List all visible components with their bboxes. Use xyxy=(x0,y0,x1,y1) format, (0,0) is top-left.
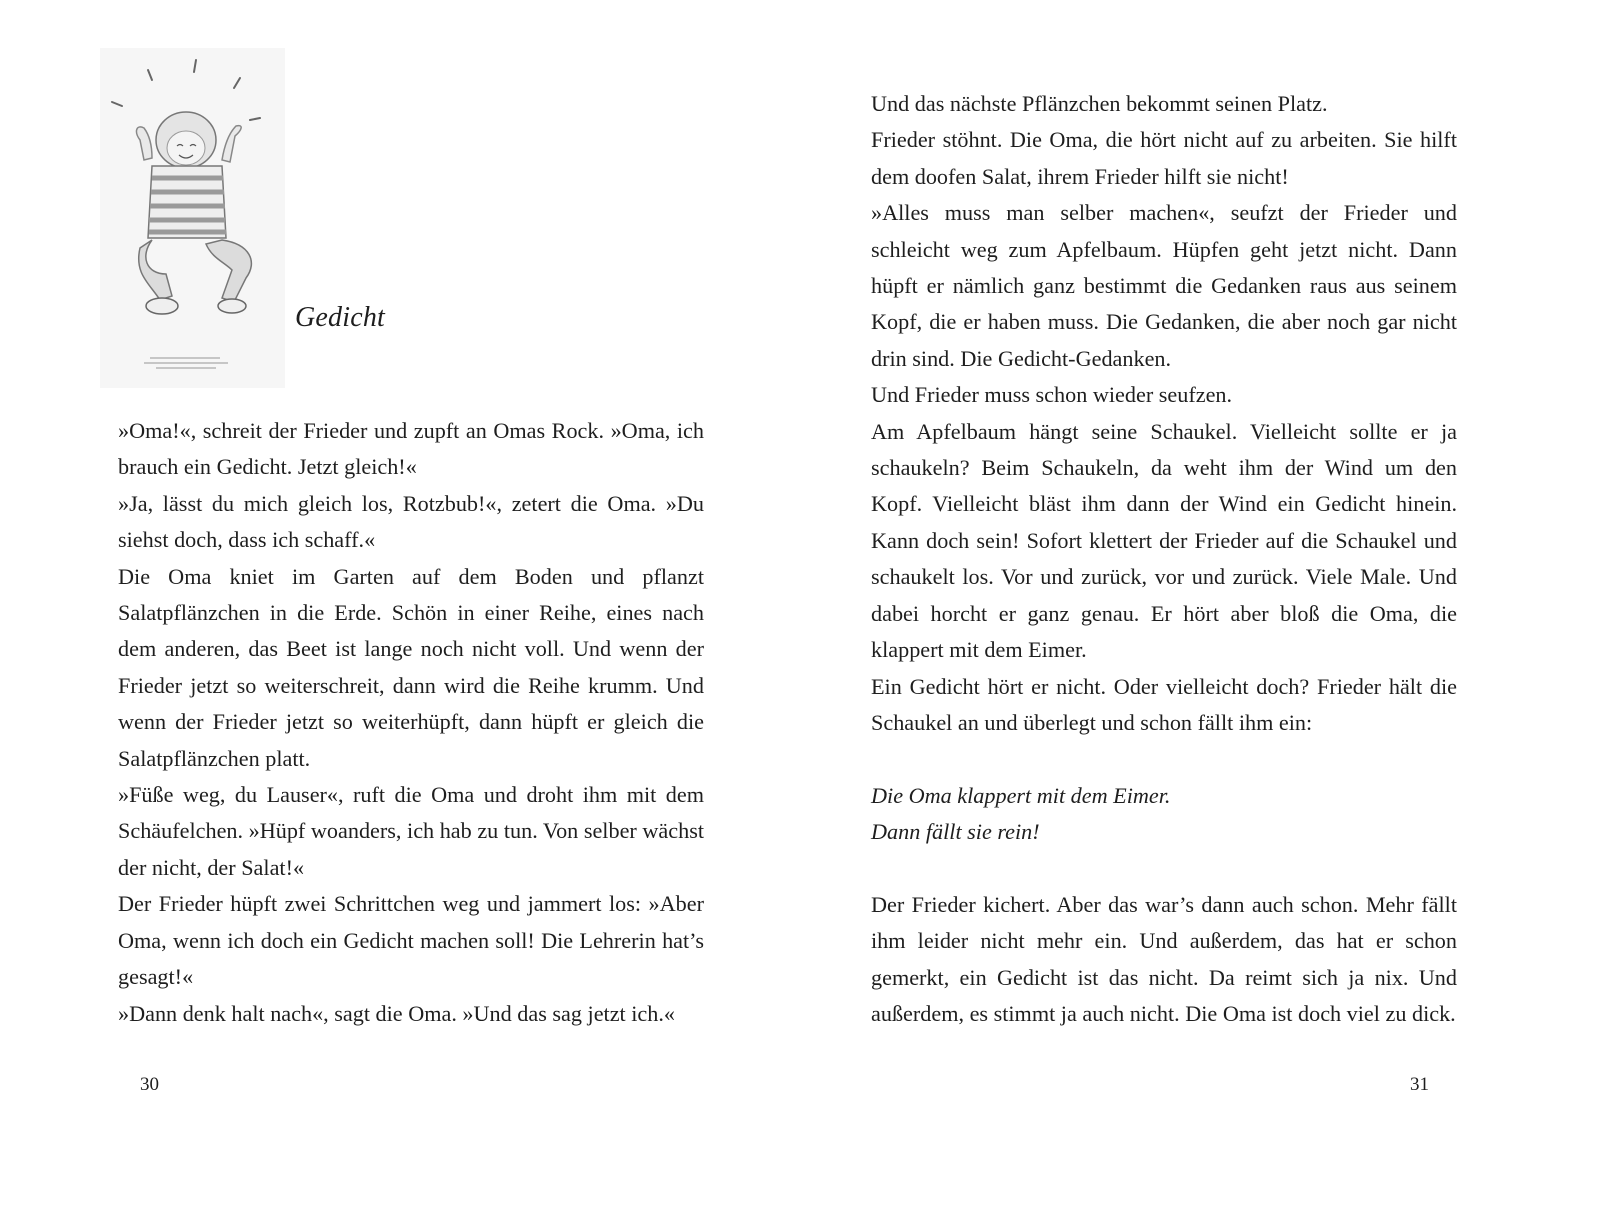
poem-line: Die Oma klappert mit dem Eimer. xyxy=(871,782,1171,808)
paragraph: »Alles muss man selber machen«, seufzt der Frieder und schleicht weg zum Apfelbaum. Hüpfen geht jetzt nicht. Dann hüpft er nämlich ganz bestimmt die Gedanken raus aus seinem Kopf, die er haben muss. Die Gedanken, die aber noch gar nicht drin sind. Die Gedicht-Gedanken. xyxy=(871,200,1457,371)
left-page-body xyxy=(118,413,704,1032)
paragraph: »Dann denk halt nach«, sagt die Oma. »Und das sag jetzt ich.« xyxy=(118,1000,676,1026)
paragraph: Frieder stöhnt. Die Oma, die hört nicht auf zu arbeiten. Sie hilft dem doofen Salat, ihrem Frieder hilft sie nicht! xyxy=(871,127,1457,189)
paragraph: Die Oma kniet im Garten auf dem Boden und pflanzt Salatpflänzchen in die Erde. Schön in einer Reihe, eines nach dem anderen, das Beet ist lange noch nicht voll. Und wenn der Frieder jetzt so weiterschreit, dann wird die Reihe krumm. Und wenn der Frieder jetzt so weiterhüpft, dann hüpft er gleich die Salatpflänzchen platt. xyxy=(118,563,704,771)
paragraph: Am Apfelbaum hängt seine Schaukel. Vielleicht sollte er ja schaukeln? Beim Schaukeln, da weht ihm der Wind um den Kopf. Vielleicht bläst ihm dann der Wind ein Gedicht hinein. Kann doch sein! Sofort klettert der Frieder auf die Schaukel und schaukelt los. Vor und zurück, vor und zurück. Viele Male. Und dabei horcht er ganz genau. Er hört aber bloß die Oma, die klappert mit dem Eimer. xyxy=(871,418,1457,663)
jumping-child-sketch-icon xyxy=(100,48,285,388)
page-number: 30 xyxy=(140,1074,159,1095)
paragraph: Ein Gedicht hört er nicht. Oder vielleicht doch? Frieder hält die Schaukel an und überlegt und schon fällt ihm ein: xyxy=(871,673,1457,735)
paragraph: »Füße weg, du Lauser«, ruft die Oma und droht ihm mit dem Schäufelchen. »Hüpf woanders, ich hab zu tun. Von selber wächst der nicht, der Salat!« xyxy=(118,782,704,880)
paragraph: Der Frieder kichert. Aber das war’s dann auch schon. Mehr fällt ihm leider nicht mehr ein. Und außerdem, das hat er schon gemerkt, ein Gedicht ist das nicht. Da reimt sich ja nix. Und außerdem, es stimmt ja auch nicht. Die Oma ist doch viel zu dick. xyxy=(871,891,1457,1027)
paragraph: »Ja, lässt du mich gleich los, Rotzbub!«, zetert die Oma. »Du siehst doch, dass ich schaff.« xyxy=(118,490,704,553)
paragraph: Und das nächste Pflänzchen bekommt seinen Platz. xyxy=(871,91,1328,116)
paragraph: Der Frieder hüpft zwei Schrittchen weg und jammert los: »Aber Oma, wenn ich doch ein Gedicht machen soll! Die Lehrerin hat’s gesagt!« xyxy=(118,891,704,990)
right-page-body xyxy=(871,86,1457,1033)
paragraph: »Oma!«, schreit der Frieder und zupft an Omas Rock. »Oma, ich brauch ein Gedicht. Jetzt gleich!« xyxy=(118,418,704,480)
right-page xyxy=(800,0,1600,1221)
page-number: 31 xyxy=(1410,1074,1429,1095)
poem-line: Dann fällt sie rein! xyxy=(871,819,1040,845)
chapter-title: Gedicht xyxy=(295,302,386,333)
poem xyxy=(871,778,1457,851)
paragraph: Und Frieder muss schon wieder seufzen. xyxy=(871,382,1233,408)
